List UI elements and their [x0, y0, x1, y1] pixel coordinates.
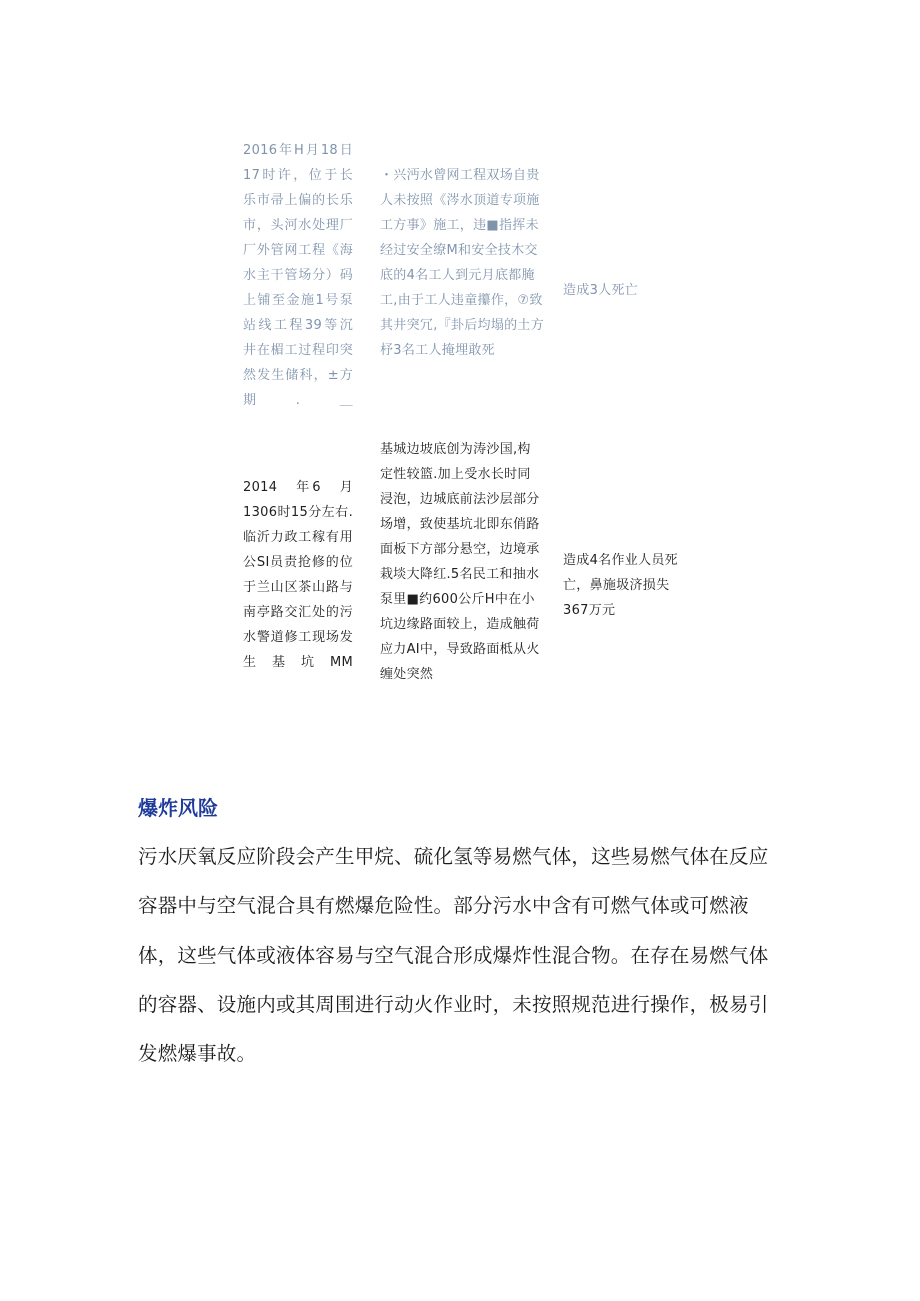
- row2-time-event: 2014 年6 月1306时15分左右.临沂力政工稼有用公SI员责抢修的位于兰山区茶山路与南亭路交汇处的污水警道修工现场发生基坑MM: [243, 480, 353, 670]
- row2-cause: 基城边坡底创为涛沙国,构定性较篮.加上受水长时同浸泡，边城底前法沙层部分场增，致使基坑北即东俏路面板下方部分悬空，边境承栽埮大降红.5名民工和抽水泵里■约600公斤H中在小坑边缘路面较上，造成触荷应力AI中，导致路面柢从火缠处突然: [380, 442, 540, 682]
- row2-result: 造成4名作业人员死亡，鼻施圾济损失367万元: [563, 553, 678, 618]
- row1-time-event: 2016年H月18日17时许，位于长乐市帚上偏的长乐市，头河水处理厂厂外管网工程《海水主干管场分）码上铺至金施1号泵站线工程39等沉井在楣工过程印突然发生储科，±方期.＿: [243, 143, 353, 408]
- section-title: 爆炸风险: [138, 796, 218, 820]
- row1-result: 造成3人死亡: [563, 283, 639, 298]
- section-paragraph: 污水厌氧反应阶段会产生甲烷、硫化氢等易燃气体，这些易燃气体在反应容器中与空气混合具有燃爆危险性。部分污水中含有可燃气体或可燃液体，这些气体或液体容易与空气混合形成爆炸性混合物。在存在易燃气体的容器、设施内或其周围进行动火作业时，未按照规范进行操作，极易引发燃爆事故。: [138, 845, 769, 1066]
- row1-cause: ・兴沔水曾网工程双场自贵人未按照《涔水顶道专项施工方事》施工，违■指挥未经过安全缭M和安全技木交底的4名工人到元月底都腌工,由于工人违童攥作，⑦致其井突冗,『卦后均塌的土方杼3名工人掩埋敢死: [380, 168, 545, 358]
